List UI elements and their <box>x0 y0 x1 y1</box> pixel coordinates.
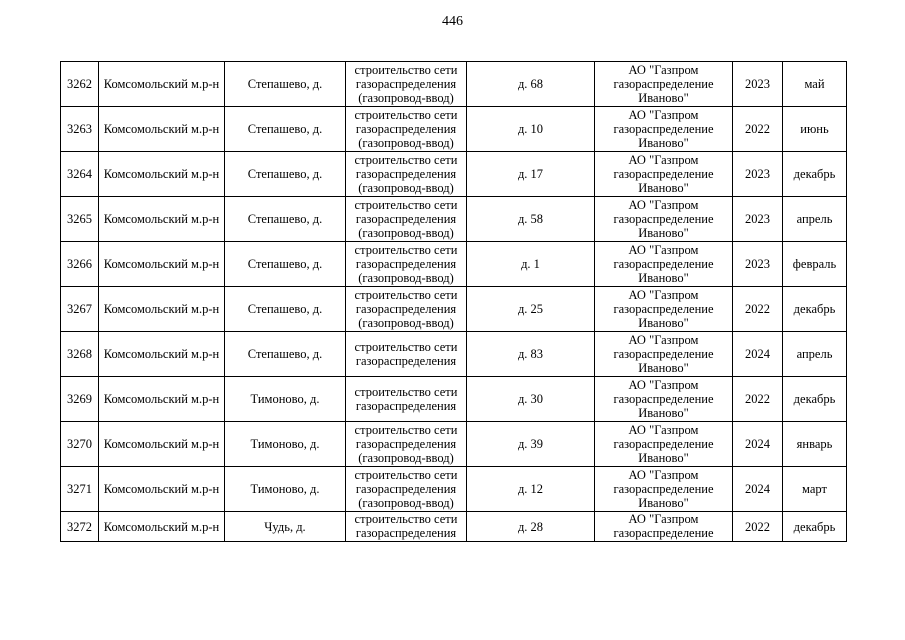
address-cell: д. 1 <box>467 242 595 287</box>
month-cell: декабрь <box>783 152 847 197</box>
address-cell: д. 83 <box>467 332 595 377</box>
row-number-cell: 3263 <box>61 107 99 152</box>
table-row <box>61 512 847 542</box>
row-number-cell: 3268 <box>61 332 99 377</box>
address-cell: д. 28 <box>467 512 595 542</box>
row-number-cell: 3264 <box>61 152 99 197</box>
year-cell: 2022 <box>733 107 783 152</box>
district-cell: Комсомольский м.р-н <box>99 62 225 107</box>
work-type-cell: строительство сети газораспределения (газопровод-ввод) <box>346 152 467 197</box>
district-cell: Комсомольский м.р-н <box>99 332 225 377</box>
district-cell: Комсомольский м.р-н <box>99 287 225 332</box>
address-cell: д. 12 <box>467 467 595 512</box>
row-number-cell: 3267 <box>61 287 99 332</box>
locality-cell: Степашево, д. <box>225 152 346 197</box>
row-number-cell: 3271 <box>61 467 99 512</box>
row-number-cell: 3262 <box>61 62 99 107</box>
year-cell: 2022 <box>733 512 783 542</box>
month-cell: март <box>783 467 847 512</box>
row-number-cell: 3272 <box>61 512 99 542</box>
address-cell: д. 58 <box>467 197 595 242</box>
locality-cell: Тимоново, д. <box>225 377 346 422</box>
year-cell: 2023 <box>733 152 783 197</box>
work-type-cell: строительство сети газораспределения <box>346 332 467 377</box>
district-cell: Комсомольский м.р-н <box>99 197 225 242</box>
month-cell: апрель <box>783 197 847 242</box>
table-row <box>61 152 847 197</box>
year-cell: 2024 <box>733 332 783 377</box>
row-number-cell: 3270 <box>61 422 99 467</box>
organization-cell: АО "Газпром газораспределение Иваново" <box>595 467 733 512</box>
locality-cell: Степашево, д. <box>225 197 346 242</box>
address-cell: д. 17 <box>467 152 595 197</box>
locality-cell: Степашево, д. <box>225 332 346 377</box>
address-cell: д. 30 <box>467 377 595 422</box>
table-row <box>61 332 847 377</box>
district-cell: Комсомольский м.р-н <box>99 107 225 152</box>
gas-network-table <box>60 61 847 542</box>
month-cell: декабрь <box>783 287 847 332</box>
month-cell: июнь <box>783 107 847 152</box>
work-type-cell: строительство сети газораспределения (газопровод-ввод) <box>346 242 467 287</box>
locality-cell: Степашево, д. <box>225 242 346 287</box>
organization-cell: АО "Газпром газораспределение Иваново" <box>595 107 733 152</box>
district-cell: Комсомольский м.р-н <box>99 422 225 467</box>
work-type-cell: строительство сети газораспределения (газопровод-ввод) <box>346 467 467 512</box>
address-cell: д. 39 <box>467 422 595 467</box>
locality-cell: Степашево, д. <box>225 107 346 152</box>
work-type-cell: строительство сети газораспределения (газопровод-ввод) <box>346 62 467 107</box>
year-cell: 2023 <box>733 242 783 287</box>
locality-cell: Степашево, д. <box>225 62 346 107</box>
table-row <box>61 377 847 422</box>
organization-cell: АО "Газпром газораспределение Иваново" <box>595 422 733 467</box>
year-cell: 2022 <box>733 287 783 332</box>
locality-cell: Чудь, д. <box>225 512 346 542</box>
district-cell: Комсомольский м.р-н <box>99 152 225 197</box>
organization-cell: АО "Газпром газораспределение Иваново" <box>595 242 733 287</box>
work-type-cell: строительство сети газораспределения <box>346 377 467 422</box>
work-type-cell: строительство сети газораспределения (газопровод-ввод) <box>346 287 467 332</box>
table-row <box>61 242 847 287</box>
district-cell: Комсомольский м.р-н <box>99 242 225 287</box>
table-row <box>61 107 847 152</box>
year-cell: 2022 <box>733 377 783 422</box>
work-type-cell: строительство сети газораспределения (газопровод-ввод) <box>346 197 467 242</box>
district-cell: Комсомольский м.р-н <box>99 377 225 422</box>
year-cell: 2023 <box>733 62 783 107</box>
row-number-cell: 3269 <box>61 377 99 422</box>
table-row <box>61 62 847 107</box>
locality-cell: Степашево, д. <box>225 287 346 332</box>
district-cell: Комсомольский м.р-н <box>99 467 225 512</box>
table-row <box>61 287 847 332</box>
address-cell: д. 68 <box>467 62 595 107</box>
district-cell: Комсомольский м.р-н <box>99 512 225 542</box>
locality-cell: Тимоново, д. <box>225 467 346 512</box>
organization-cell: АО "Газпром газораспределение Иваново" <box>595 197 733 242</box>
month-cell: февраль <box>783 242 847 287</box>
organization-cell: АО "Газпром газораспределение Иваново" <box>595 152 733 197</box>
year-cell: 2024 <box>733 467 783 512</box>
year-cell: 2023 <box>733 197 783 242</box>
table-row <box>61 197 847 242</box>
month-cell: май <box>783 62 847 107</box>
work-type-cell: строительство сети газораспределения <box>346 512 467 542</box>
locality-cell: Тимоново, д. <box>225 422 346 467</box>
organization-cell: АО "Газпром газораспределение Иваново" <box>595 62 733 107</box>
organization-cell: АО "Газпром газораспределение <box>595 512 733 542</box>
table-row <box>61 422 847 467</box>
organization-cell: АО "Газпром газораспределение Иваново" <box>595 287 733 332</box>
page-number: 446 <box>442 14 463 29</box>
work-type-cell: строительство сети газораспределения (газопровод-ввод) <box>346 107 467 152</box>
address-cell: д. 10 <box>467 107 595 152</box>
month-cell: январь <box>783 422 847 467</box>
organization-cell: АО "Газпром газораспределение Иваново" <box>595 377 733 422</box>
organization-cell: АО "Газпром газораспределение Иваново" <box>595 332 733 377</box>
work-type-cell: строительство сети газораспределения (газопровод-ввод) <box>346 422 467 467</box>
row-number-cell: 3266 <box>61 242 99 287</box>
address-cell: д. 25 <box>467 287 595 332</box>
row-number-cell: 3265 <box>61 197 99 242</box>
month-cell: декабрь <box>783 377 847 422</box>
month-cell: декабрь <box>783 512 847 542</box>
month-cell: апрель <box>783 332 847 377</box>
table-row <box>61 467 847 512</box>
year-cell: 2024 <box>733 422 783 467</box>
